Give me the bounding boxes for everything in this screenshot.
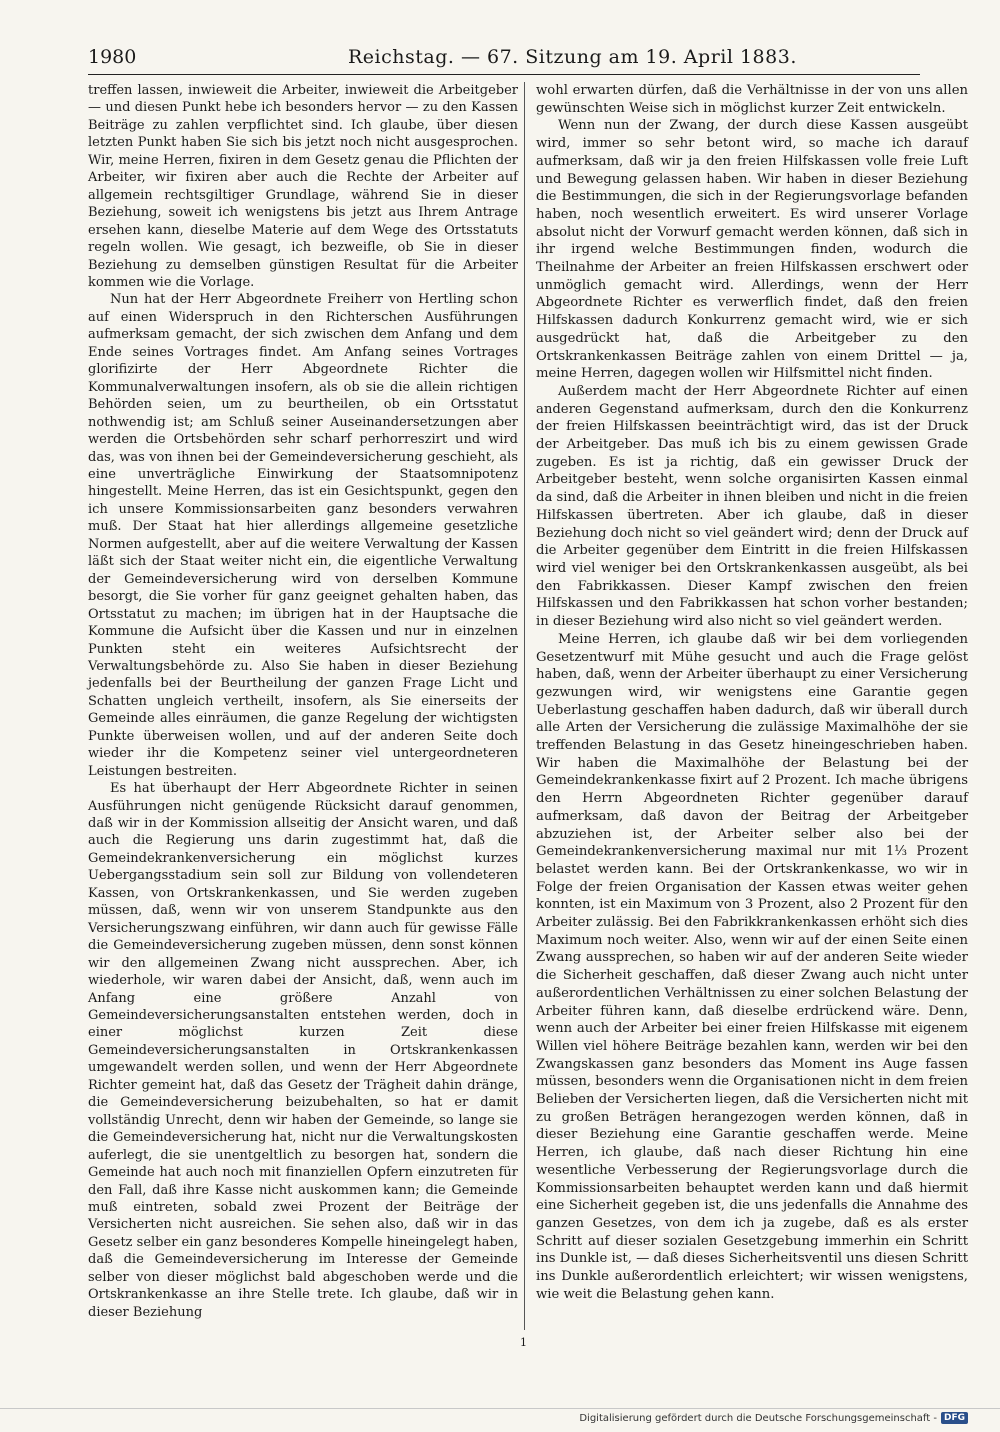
paragraph: Nun hat der Herr Abgeordnete Freiherr von Hertling schon auf einen Widerspruch in den Richterschen Ausführungen aufmerksam gemacht, der sich zwischen dem Anfang und dem Ende seines Vortrages findet. Am Anfang seines Vortrages glorifizirte der Herr Abgeordnete Richter die Kommunalverwaltungen insofern, als ob sie die allein richtigen Behörden seien, um zu beurtheilen, ob ein Ortsstatut nothwendig ist; am Schluß seiner Auseinandersetzungen aber werden die Ortsbehörden sehr scharf perhorreszirt und wird das, was von ihnen bei der Gemeindeversicherung geschieht, als eine unverträgliche Einwirkung der Staatsomnipotenz hingestellt. Meine Herren, das ist ein Gesichtspunkt, gegen den ich unsere Kommissionsarbeiten ganz besonders verwahren muß. Der Staat hat hier allerdings allgemeine gesetzliche Normen aufgestellt, aber auf die weitere Verwaltung der Kassen läßt sich der Staat weiter nicht ein, die eigentliche Verwaltung der Gemeindeversicherung wird von derselben Kommune besorgt, die Sie vorher für ganz geeignet gehalten haben, das Ortsstatut zu machen; im übrigen hat in der Hauptsache die Kommune die Aufsicht über die Kassen und nur in einzelnen Punkten steht ein weiteres Aufsichtsrecht der Verwaltungsbehörde zu. Also Sie haben in dieser Beziehung jedenfalls bei der Beurtheilung der ganzen Frage Licht und Schatten ungleich vertheilt, insofern, als Sie einerseits der Gemeinde alles einräumen, die ganze Regelung der wichtigsten Punkte überweisen wollen, und auf der anderen Seite doch wieder ihr die Kompetenz seiner viel untergeordneteren Leistungen bestreiten. <box>88 292 518 779</box>
running-title: Reichstag. — 67. Sitzung am 19. April 1883. <box>348 46 797 68</box>
paragraph: Außerdem macht der Herr Abgeordnete Richter auf einen anderen Gegenstand aufmerksam, durch den die Konkurrenz der freien Hilfskassen beeinträchtigt wird, das ist der Druck der Arbeitgeber. Das muß ich bis zu einem gewissen Grade zugeben. Es ist ja richtig, daß ein gewisser Druck der Arbeitgeber besteht, wenn solche organisirten Kassen einmal da sind, daß die Arbeiter in ihnen bleiben und nicht in die freien Hilfskassen übertreten. Aber ich glaube, daß in dieser Beziehung doch nicht so viel geändert wird; denn der Druck auf die Arbeiter gegenüber dem Eintritt in die freien Hilfskassen wird viel weniger bei den Ortskrankenkassen ausgeübt, als bei den Fabrikkassen. Dieser Kampf zwischen den freien Hilfskassen und den Fabrikkassen hat schon vorher bestanden; in dieser Beziehung wird also nicht so viel geändert werden. <box>536 383 968 630</box>
paragraph: Es hat überhaupt der Herr Abgeordnete Richter in seinen Ausführungen nicht genügende Rücksicht darauf genommen, daß wir in der Kommission allseitig der Ansicht waren, und daß auch die Regierung uns darin zugestimmt hat, daß die Gemeindekrankenversicherung ein möglichst kurzes Uebergangsstadium sein soll zur Bildung von vollendeteren Kassen, von Ortskrankenkassen, und Sie werden zugeben müssen, daß, wenn wir von unserem Standpunkte aus den Versicherungszwang einführen, wir dann auch für gewisse Fälle die Gemeindeversicherung zugeben müssen, denn sonst können wir den allgemeinen Zwang nicht aussprechen. Aber, ich wiederhole, wir waren dabei der Ansicht, daß, wenn auch im Anfang eine größere Anzahl von Gemeindeversicherungsanstalten entstehen werden, doch in einer möglichst kurzen Zeit diese Gemeindeversicherungsanstalten in Ortskrankenkassen umgewandelt werden sollen, und wenn der Herr Abgeordnete Richter gemeint hat, daß das Gesetz der Trägheit dahin dränge, die Gemeindeversicherung beizubehalten, so hat er damit vollständig Unrecht, denn wir haben der Gemeinde, so lange sie die Gemeindeversicherung hat, nicht nur die Verwaltungskosten auferlegt, die sie unentgeltlich zu besorgen hat, sondern die Gemeinde hat auch noch mit finanziellen Opfern einzutreten für den Fall, daß ihre Kasse nicht auskommen kann; die Gemeinde muß eintreten, sobald zwei Prozent der Beiträge der Versicherten nicht ausreichen. Sie sehen also, daß wir in das Gesetz selber ein ganz besonderes Kompelle hineingelegt haben, daß die Gemeindeversicherung im Interesse der Gemeinde selber von dieser möglichst bald abgeschoben werde und die Ortskrankenkasse an ihre Stelle trete. Ich glaube, daß wir in dieser Beziehung <box>88 781 518 1320</box>
footer-mark: 1 <box>520 1336 527 1349</box>
page-header <box>88 44 920 72</box>
paragraph: Meine Herren, ich glaube daß wir bei dem vorliegenden Gesetzentwurf mit Mühe gesucht und auch die Frage gelöst haben, daß, wenn der Arbeiter überhaupt zu einer Versicherung gezwungen wird, wir wenigstens eine Garantie gegen Ueberlastung geschaffen haben dadurch, daß wir überall durch alle Arten der Versicherung die zulässige Maximalhöhe der sie treffenden Belastung in das Gesetz hineingeschrieben haben. Wir haben die Maximalhöhe der Belastung bei der Gemeindekrankenkasse fixirt auf 2 Prozent. Ich mache übrigens den Herrn Abgeordneten Richter gegenüber darauf aufmerksam, daß davon der Beitrag der Arbeitgeber abzuziehen ist, der Arbeiter selber also bei der Gemeindekrankenversicherung maximal nur mit 1⅓ Prozent belastet werden kann. Bei der Ortskrankenkasse, wo wir in Folge der freien Organisation der Kassen etwas weiter gehen konnten, ist ein Maximum von 3 Prozent, also 2 Prozent für den Arbeiter zulässig. Bei den Fabrikkrankenkassen erhöht sich dies Maximum noch weiter. Also, wenn wir auf der einen Seite einen Zwang aussprechen, so haben wir auf der anderen Seite wieder die Sicherheit geschaffen, daß dieser Zwang auch nicht unter außerordentlichen Verhältnissen zu einer solchen Belastung der Arbeiter führen kann, daß dieselbe erdrückend wäre. Denn, wenn auch der Arbeiter bei einer freien Hilfskasse mit eigenem Willen viel höhere Beiträge bezahlen kann, werden wir bei den Zwangskassen ganz besonders das Moment ins Auge fassen müssen, besonders wenn die Organisationen nicht in dem freien Belieben der Versicherten liegen, daß die Versicherten nicht mit zu großen Beträgen herangezogen werden können, daß in dieser Beziehung eine Garantie geschaffen werde. Meine Herren, ich glaube, daß nach dieser Richtung hin eine wesentliche Verbesserung der Regierungsvorlage durch die Kommissionsarbeiten behauptet werden kann und daß hiermit eine Sicherheit gegeben ist, die uns jedenfalls die Annahme des ganzen Gesetzes, von dem ich ja zugebe, daß es als erster Schritt auf dieser sozialen Gesetzgebung immerhin ein Schritt ins Dunkle ist, — daß dieses Sicherheitsventil uns diesen Schritt ins Dunkle außerordentlich erleichtert; wir wissen wenigstens, wie weit die Belastung gehen kann. <box>536 631 968 1302</box>
dfg-logo: DFG <box>941 1412 968 1424</box>
paragraph: treffen lassen, inwieweit die Arbeiter, inwieweit die Arbeitgeber — und diesen Punkt hebe ich besonders hervor — zu den Kassen Beiträge zu zahlen verpflichtet sind. Ich glaube, über diesen letzten Punkt haben Sie sich bis jetzt noch nicht ausgesprochen. Wir, meine Herren, fixiren in dem Gesetz genau die Pflichten der Arbeiter, wir fixiren aber auch die Rechte der Arbeiter auf allgemein rechtsgiltiger Grundlage, während Sie in dieser Beziehung, soweit ich wenigstens bis jetzt aus Ihrem Antrage ersehen kann, dieselbe Materie auf dem Wege des Ortsstatuts regeln wollen. Wie gesagt, ich bezweifle, ob Sie in dieser Beziehung zu demselben günstigen Resultat für die Arbeiter kommen wie die Vorlage. <box>88 83 518 290</box>
page-number: 1980 <box>88 46 137 68</box>
paragraph: wohl erwarten dürfen, daß die Verhältnisse in der von uns allen gewünschten Weise sich in möglichst kurzer Zeit entwickeln. <box>536 83 968 116</box>
column-divider <box>524 82 525 1330</box>
right-column <box>536 82 968 1304</box>
header-rule <box>88 74 920 75</box>
paragraph: Wenn nun der Zwang, der durch diese Kassen ausgeübt wird, immer so sehr betont wird, so mache ich darauf aufmerksam, daß wir ja den freien Hilfskassen volle freie Luft und Bewegung gelassen haben. Wir haben in dieser Beziehung die Bestimmungen, die sich in der Regierungsvorlage befanden haben, noch wesentlich erweitert. Es wird unserer Vorlage absolut nicht der Vorwurf gemacht werden können, daß sich in ihr irgend welche Bestimmungen finden, wodurch die Theilnahme der Arbeiter an freien Hilfskassen erschwert oder unmöglich gemacht wird. Allerdings, wenn der Herr Abgeordnete Richter es verwerflich findet, daß den freien Hilfskassen dadurch Konkurrenz gemacht wird, wie er sich ausgedrückt hat, daß die Arbeitgeber zu den Ortskrankenkassen Beiträge zahlen von einem Drittel — ja, meine Herren, dagegen wollen wir Hilfsmittel nicht finden. <box>536 118 968 382</box>
digitization-note <box>579 1412 968 1424</box>
digitization-text: Digitalisierung gefördert durch die Deutsche Forschungsgemeinschaft - <box>579 1412 937 1424</box>
footer-rule <box>0 1408 1000 1409</box>
left-column <box>88 82 518 1321</box>
